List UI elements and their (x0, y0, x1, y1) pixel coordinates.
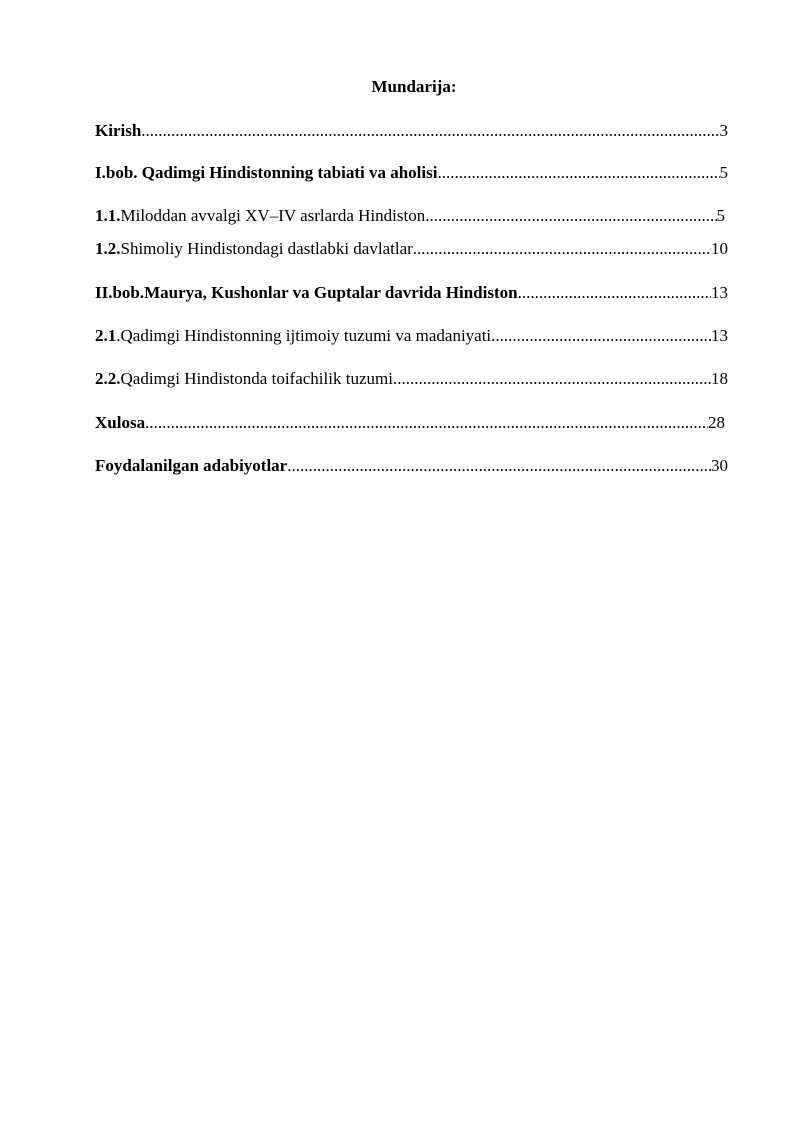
toc-entry-label (95, 326, 491, 346)
toc-leader-dots (141, 121, 719, 141)
toc-entry-page: 5 (716, 206, 725, 225)
toc-entry-label: Xulosa (95, 413, 146, 432)
toc-entry-section-1-1 (95, 206, 725, 226)
toc-entry-label: I.bob. Qadimgi Hindistonning tabiati va aholisi (95, 163, 438, 182)
toc-entry-chapter-2 (95, 283, 728, 303)
toc-entry-label: II.bob.Maurya, Kushonlar va Guptalar davrida Hindiston (95, 283, 518, 302)
toc-entry-number: 1.2. (95, 239, 121, 258)
toc-entry-page: 10 (711, 239, 728, 258)
toc-entry-number: 2.1 (95, 326, 117, 345)
toc-leader-dots (287, 456, 711, 476)
toc-leader-dots (491, 326, 711, 346)
toc-entry-section-2-2 (95, 369, 728, 389)
toc-entry-label (95, 239, 413, 259)
toc-entry-page: 13 (711, 326, 728, 345)
toc-entry-page: 13 (711, 283, 728, 302)
toc-entry-label (95, 369, 393, 389)
toc-entry-label (95, 206, 425, 226)
toc-entry-text: Miloddan avvalgi XV–IV asrlarda Hindiston (120, 206, 426, 225)
toc-entry-text: Shimoliy Hindistondagi dastlabki davlatlar (120, 239, 413, 258)
toc-leader-dots (425, 206, 716, 226)
toc-entry-page: 18 (711, 369, 728, 388)
toc-leader-dots (145, 413, 708, 433)
toc-entry-page: 3 (719, 121, 728, 140)
toc-leader-dots (413, 239, 711, 259)
toc-entry-xulosa (95, 413, 725, 433)
toc-title: Mundarija: (371, 77, 457, 96)
toc-leader-dots (393, 369, 711, 389)
toc-entry-text: Qadimgi Hindistonda toifachilik tuzumi (120, 369, 393, 388)
toc-entry-chapter-1 (95, 163, 728, 183)
toc-entry-section-1-2 (95, 239, 728, 259)
toc-entry-bibliography (95, 456, 728, 476)
toc-leader-dots (437, 163, 719, 183)
toc-entry-label: Foydalanilgan adabiyotlar (95, 456, 288, 475)
toc-entry-number: 2.2. (95, 369, 121, 388)
toc-entry-page: 5 (719, 163, 728, 182)
toc-entry-section-2-1 (95, 326, 728, 346)
toc-entry-number: 1.1. (95, 206, 121, 225)
toc-entry-page: 30 (711, 456, 728, 475)
toc-entry-label: Kirish (95, 121, 142, 140)
toc-entry-text: .Qadimgi Hindistonning ijtimoiy tuzumi va madaniyati (116, 326, 492, 345)
toc-entry-kirish (95, 121, 728, 141)
toc-entry-page: 28 (708, 413, 725, 432)
toc-leader-dots (518, 283, 711, 303)
